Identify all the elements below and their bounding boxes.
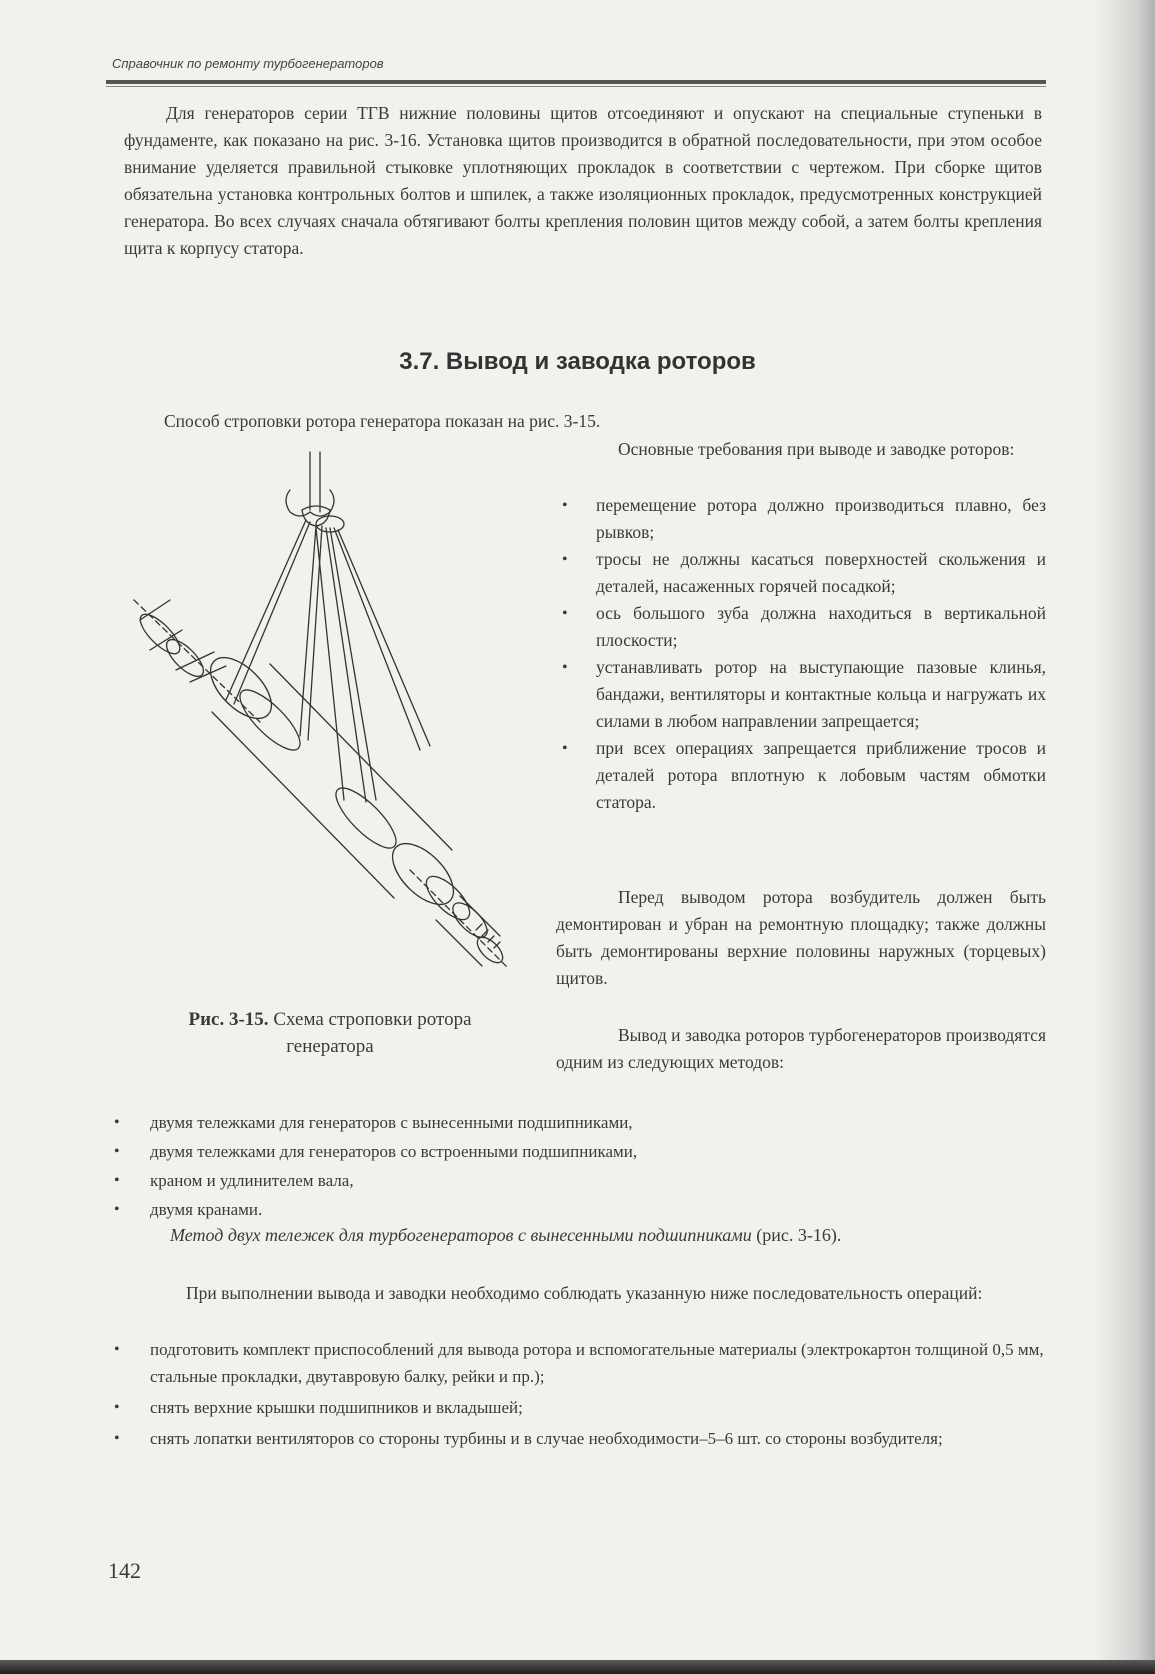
- list-item: • при всех операциях запрещается приближение тросов и деталей ротора вплотную к лобовым частям обмотки статора.: [596, 735, 1046, 816]
- list-item: • двумя тележками для генераторов с вынесенными подшипниками,: [150, 1108, 1050, 1137]
- header-rule: [106, 80, 1046, 84]
- list-item: • двумя кранами.: [150, 1195, 1050, 1224]
- caption-text: Схема строповки ротора генератора: [268, 1009, 472, 1057]
- list-item: • ось большого зуба должна находиться в вертикальной плоскости;: [596, 600, 1046, 654]
- page-edge-shadow: [1095, 0, 1155, 1674]
- method-title: [124, 1222, 1042, 1249]
- list-item: • перемещение ротора должно производиться плавно, без рывков;: [596, 492, 1046, 546]
- intro-paragraph: Для генераторов серии ТГВ нижние половины щитов отсоединяют и опускают на специальные ступеньки в фундаменте, как показано на рис. 3-16. Установка щитов производится в обратной последовательности, при этом особое внимание уделяется правильной стыковке уплотняющих прокладок в соответствии с чертежом. При сборке щитов обязательна установка контрольных болтов и шпилек, а также изоляционных прокладок, предусмотренных конструкцией генератора. Во всех случаях сначала обтягивают болты крепления половин щитов между собой, а затем болты крепления щита к корпусу статора.: [124, 103, 1042, 258]
- page-number: 142: [108, 1558, 141, 1583]
- sling-sentence: Способ строповки ротора генератора показан на рис. 3-15.: [164, 411, 601, 431]
- operations-intro: При выполнении вывода и заводки необходимо соблюдать указанную ниже последовательность операций:: [186, 1283, 983, 1303]
- methods-intro: Вывод и заводка роторов турбогенераторов производятся одним из следующих методов:: [556, 1025, 1046, 1072]
- requirements-list: [596, 492, 1046, 816]
- requirements-intro: Основные требования при выводе и заводке роторов:: [618, 439, 1015, 459]
- header-rule-thin: [106, 86, 1046, 87]
- bottom-edge: [0, 1660, 1155, 1674]
- list-item: • краном и удлинителем вала,: [150, 1166, 1050, 1195]
- operations-list: [150, 1336, 1046, 1456]
- caption-label: Рис. 3-15.: [188, 1009, 269, 1030]
- list-item: • снять лопатки вентиляторов со стороны турбины и в случае необходимости–5–6 шт. со стороны возбудителя;: [150, 1425, 1046, 1452]
- before-removal-paragraph: Перед выводом ротора возбудитель должен быть демонтирован и убран на ремонтную площадку; также должны быть демонтированы верхние половины наружных (торцевых) щитов.: [556, 887, 1046, 988]
- list-item: • двумя тележками для генераторов со встроенными подшипниками,: [150, 1137, 1050, 1166]
- list-item: • снять верхние крышки подшипников и вкладышей;: [150, 1394, 1046, 1421]
- method-title-italic: Метод двух тележек для турбогенераторов с вынесенными подшипниками: [170, 1225, 752, 1245]
- figure-caption: [160, 1006, 500, 1060]
- methods-list: [150, 1108, 1050, 1224]
- rotor-slinging-figure: [130, 450, 510, 990]
- running-header: Справочник по ремонту турбогенераторов: [112, 56, 384, 71]
- list-item: • тросы не должны касаться поверхностей скольжения и деталей, насаженных горячей посадкой;: [596, 546, 1046, 600]
- method-title-ref: (рис. 3-16).: [751, 1225, 842, 1245]
- list-item: • устанавливать ротор на выступающие пазовые клинья, бандажи, вентиляторы и контактные кольца и нагружать их силами в любом направлении запрещается;: [596, 654, 1046, 735]
- section-heading: 3.7. Вывод и заводка роторов: [399, 348, 756, 375]
- list-item: • подготовить комплект приспособлений для вывода ротора и вспомогательные материалы (электрокартон толщиной 0,5 мм, стальные прокладки, двутавровую балку, рейки и пр.);: [150, 1336, 1046, 1390]
